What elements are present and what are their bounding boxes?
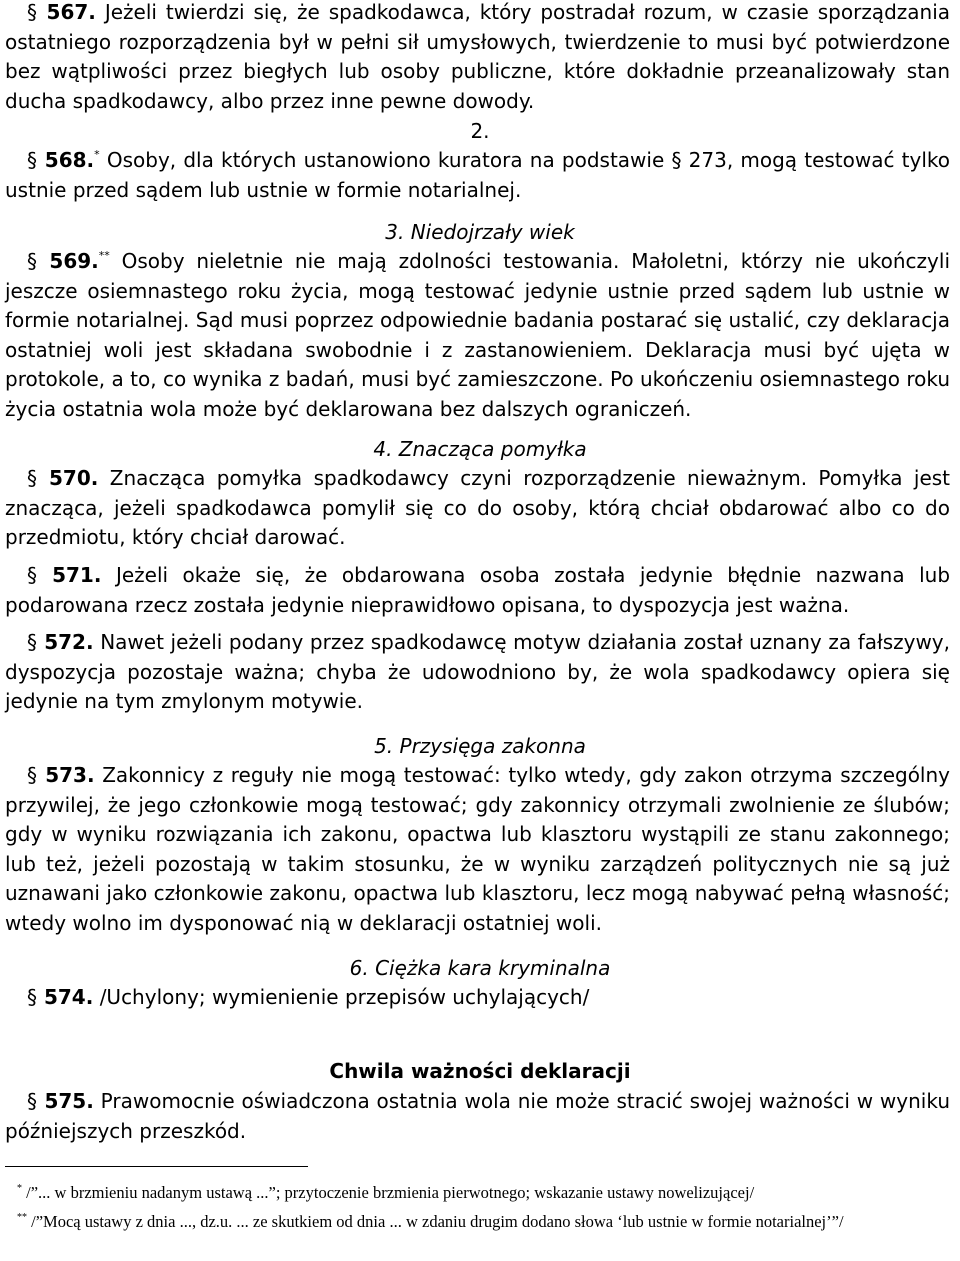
section-568-number: § 568.: [27, 148, 95, 172]
footnote-2-text: /”Mocą ustawy z dnia ..., dz.u. ... ze skutkiem od dnia ... w zdaniu drugim dodano słowa ‘lub ustnie w formie notarialnej’”/: [31, 1212, 844, 1231]
paragraph-572-text: Nawet jeżeli podany przez spadkodawcę motyw działania został uznany za fałszywy, dyspozycja pozostaje ważna; chyba że udowodniono by, że wola spadkodawcy opiera się jedynie na tym zmylonym motywie.: [5, 630, 951, 714]
paragraph-574-text: /Uchylony; wymienienie przepisów uchylających/: [99, 985, 590, 1009]
paragraph-567-text: Jeżeli twierdzi się, że spadkodawca, który postradał rozum, w czasie sporządzania ostatniego rozporządzenia był w pełni sił umysłowych, twierdzenie to musi być potwierdzone bez wątpliwości przez biegłych lub osoby publiczne, które dokładnie przeanalizowały stan ducha spadkodawcy, albo przez inne pewne dowody.: [5, 0, 951, 113]
paragraph-569-text: Osoby nieletnie nie mają zdolności testowania. Małoletni, którzy nie ukończyli jeszcze osiemnastego roku życia, mogą testować jedynie ustnie przed sądem lub ustnie w formie notarialnej. Sąd musi poprzez odpowiednie badania postarać się ustalić, czy deklaracja ostatniej woli jest składana swobodnie i z zastanowieniem. Deklaracja musi być ujęta w protokole, a to, co wynika z badań, musi być zamieszczone. Po ukończeniu osiemnastego roku życia ostatnia wola może być deklarowana bez dalszych ograniczeń.: [5, 249, 950, 421]
paragraph-569: [5, 247, 950, 425]
section-sign: §: [27, 249, 37, 273]
section-sign: §: [27, 985, 37, 1009]
paragraph-567: [5, 0, 950, 116]
subsection-6-title: 6. Ciężka kara kryminalna: [349, 956, 611, 980]
paragraph-573-text: Zakonnicy z reguły nie mogą testować: tylko wtedy, gdy zakon otrzyma szczególny przywilej, że jego członkowie mogą testować; gdy zakonnicy otrzymali zwolnienie ze ślubów; gdy w wyniku rozwiązania ich zakonu, opactwa lub klasztoru wystąpili ze stanu zakonnego; lub też, jeżeli pozostają w takim stosunku, że w wyniku zarządzeń politycznych nie są już uznawani jako członkowie zakonu, opactwa lub klasztoru, lecz mogą nabywać pełną własność; wtedy wolno im dysponować nią w deklaracji ostatniej woli.: [5, 763, 951, 935]
footnote-ref-1[interactable]: *: [94, 148, 100, 161]
footnote-ref-2[interactable]: **: [98, 249, 110, 262]
section-575-number: § 575.: [27, 1089, 94, 1113]
section-571-number: § 571.: [27, 563, 102, 587]
section-572-number: § 572.: [27, 630, 94, 654]
heading-validity: Chwila ważności deklaracji: [329, 1059, 631, 1083]
paragraph-573: [5, 761, 950, 939]
paragraph-572: [5, 628, 950, 717]
section-574-number: § 574.: [27, 985, 94, 1009]
footnote-2: [5, 1207, 950, 1237]
section-sign: §: [27, 148, 37, 172]
section-567-number: § 567.: [27, 0, 96, 24]
section-sign: §: [27, 563, 37, 587]
paragraph-574: [5, 983, 950, 1013]
footnote-2-mark: **: [17, 1212, 27, 1223]
subsection-2-label: 2.: [470, 119, 490, 143]
section-sign: §: [671, 148, 682, 172]
paragraph-570: [5, 464, 950, 553]
paragraph-568-text-a: Osoby, dla których ustanowiono kuratora na podstawie: [106, 148, 665, 172]
section-sign: §: [27, 0, 37, 24]
subsection-5-title: 5. Przysięga zakonna: [374, 734, 586, 758]
paragraph-575: [5, 1087, 950, 1146]
subsection-3-title: 3. Niedojrzały wiek: [385, 220, 575, 244]
footnote-1-mark: *: [17, 1183, 22, 1194]
section-570-number: § 570.: [27, 466, 99, 490]
paragraph-570-text: Znacząca pomyłka spadkodawcy czyni rozporządzenie nieważnym. Pomyłka jest znacząca, jeżeli spadkodawca pomylił się co do osoby, którą chciał obdarować albo co do przedmiotu, który chciał darować.: [5, 466, 951, 550]
paragraph-568-text-b: 273, mogą testować tylko ustnie przed sądem lub ustnie w formie notarialnej.: [5, 148, 951, 202]
subsection-4-title: 4. Znacząca pomyłka: [373, 437, 587, 461]
section-sign: §: [27, 466, 37, 490]
section-sign: §: [27, 1089, 37, 1113]
paragraph-575-text: Prawomocnie oświadczona ostatnia wola nie może stracić swojej ważności w wyniku późniejszych przeszkód.: [5, 1089, 950, 1143]
paragraph-571-text: Jeżeli okaże się, że obdarowana osoba została jedynie błędnie nazwana lub podarowana rzecz została jedynie nieprawidłowo opisana, to dyspozycja jest ważna.: [5, 563, 951, 617]
section-sign: §: [27, 763, 37, 787]
footnote-1-text: /”... w brzmieniu nadanym ustawą ...”; przytoczenie brzmienia pierwotnego; wskazanie ustawy nowelizującej/: [26, 1183, 755, 1202]
section-573-number: § 573.: [27, 763, 95, 787]
footnote-divider: [5, 1166, 308, 1167]
footnote-1: [5, 1178, 950, 1208]
section-sign: §: [27, 630, 37, 654]
paragraph-571: [5, 561, 950, 620]
paragraph-568: [5, 146, 950, 205]
section-569-number: § 569.: [27, 249, 99, 273]
